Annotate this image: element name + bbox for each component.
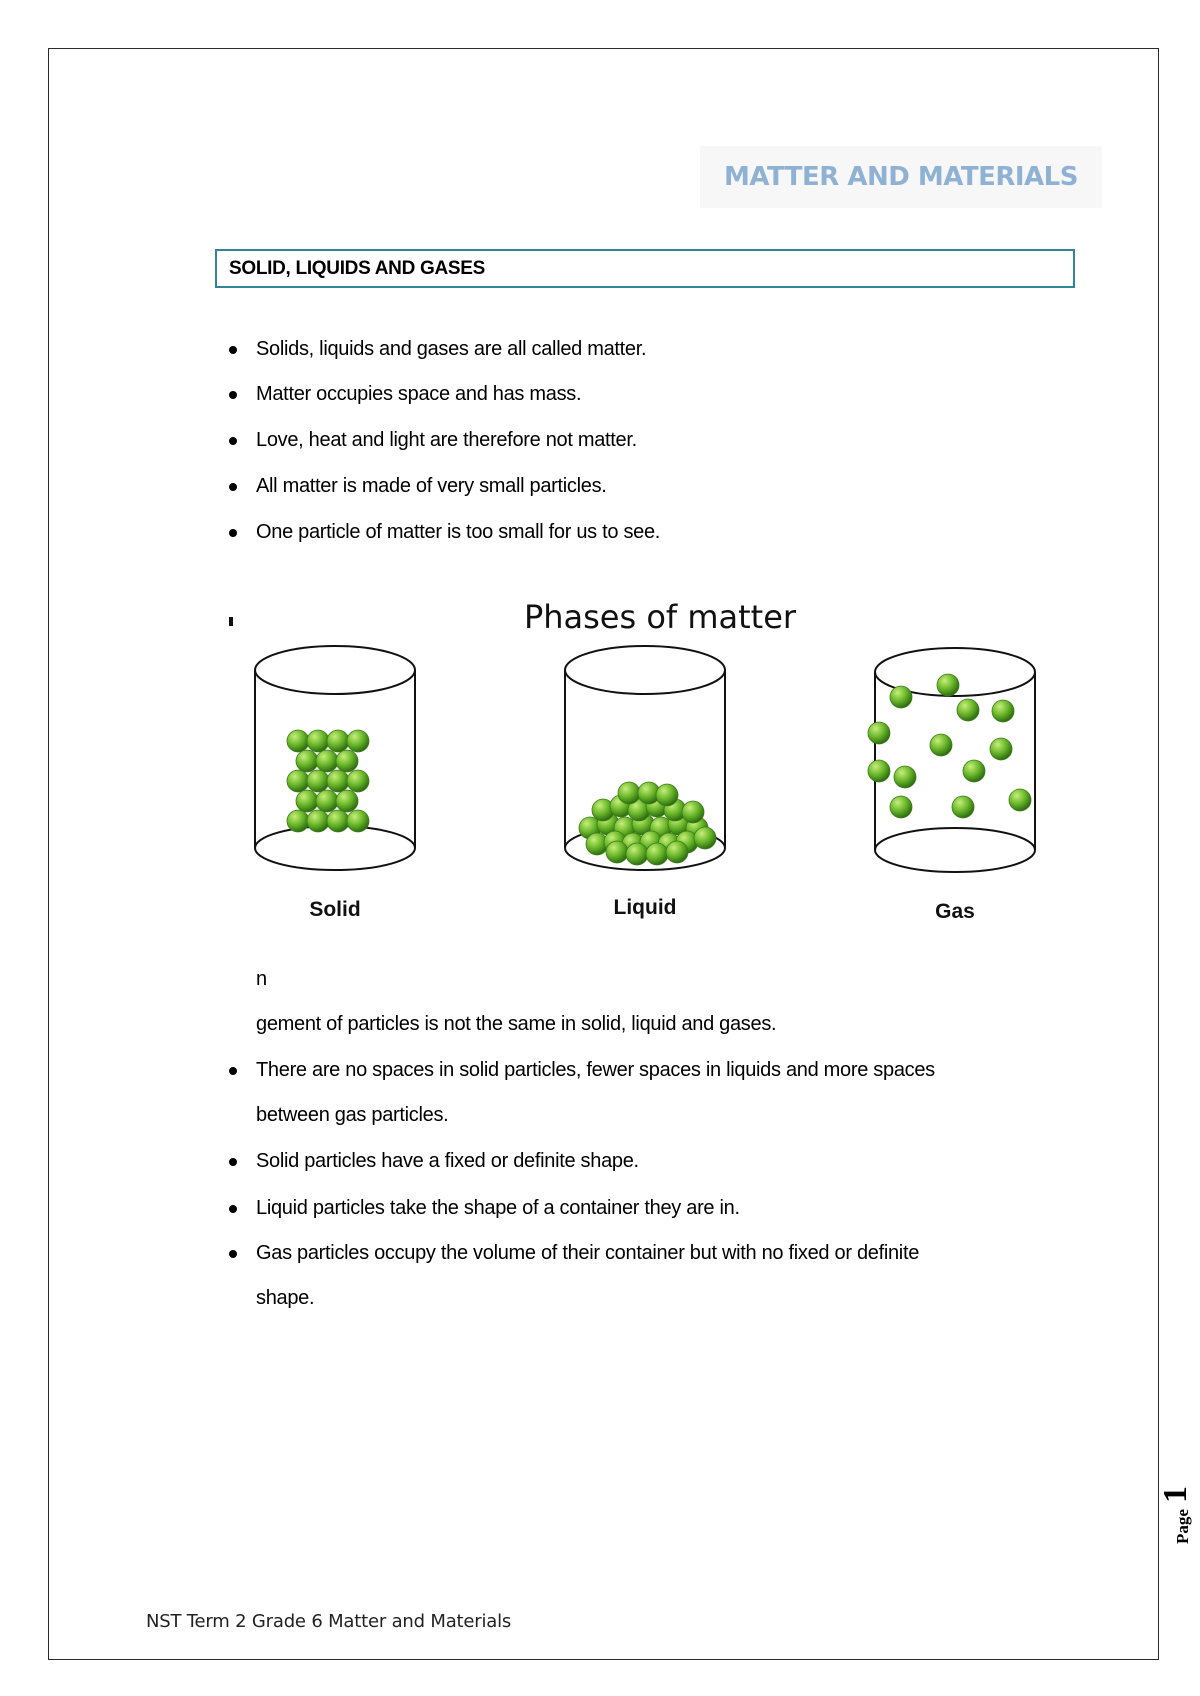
particle xyxy=(347,770,369,792)
particle xyxy=(287,730,309,752)
bullet-dot xyxy=(229,437,237,445)
phases-diagram xyxy=(225,588,1080,938)
particle xyxy=(296,790,318,812)
particle xyxy=(656,784,678,806)
document-title: MATTER AND MATERIALS xyxy=(700,146,1102,208)
cylinders-illustration xyxy=(225,588,1080,938)
section-heading: SOLID, LIQUIDS AND GASES xyxy=(215,249,1075,288)
particle xyxy=(307,730,329,752)
particle xyxy=(963,760,985,782)
particle xyxy=(347,730,369,752)
page-word: Page xyxy=(1173,1509,1192,1544)
bullet-text: Liquid particles take the shape of a container they are in. xyxy=(256,1197,740,1219)
page-value: 1 xyxy=(1157,1486,1194,1504)
bullet-dot xyxy=(229,1158,237,1166)
stray-text: n xyxy=(256,968,268,990)
bullet-dot xyxy=(229,529,237,537)
bullet-text-continued: between gas particles. xyxy=(256,1104,449,1126)
particle xyxy=(316,750,338,772)
particle xyxy=(1009,789,1031,811)
footer-text: NST Term 2 Grade 6 Matter and Materials xyxy=(146,1611,512,1632)
particle xyxy=(287,810,309,832)
particle xyxy=(890,796,912,818)
bullet-text: Love, heat and light are therefore not matter. xyxy=(256,429,637,451)
solid-particles xyxy=(287,730,369,832)
particle xyxy=(992,700,1014,722)
particle xyxy=(327,810,349,832)
particle xyxy=(890,686,912,708)
page-number xyxy=(1103,1485,1193,1545)
particle xyxy=(626,843,648,865)
particle xyxy=(990,738,1012,760)
solid-label: Solid xyxy=(309,898,361,921)
particle xyxy=(316,790,338,812)
particle xyxy=(682,801,704,823)
bullet-text-continued: shape. xyxy=(256,1287,315,1309)
bullet-text: Solid particles have a fixed or definite shape. xyxy=(256,1150,639,1172)
particle xyxy=(327,770,349,792)
liquid-cylinder xyxy=(565,646,725,870)
particle xyxy=(287,770,309,792)
particle xyxy=(937,674,959,696)
particle xyxy=(868,722,890,744)
bullet-text: There are no spaces in solid particles, fewer spaces in liquids and more spaces xyxy=(256,1059,935,1081)
bullet-dot xyxy=(229,483,237,491)
gas-cylinder xyxy=(868,648,1035,872)
particle xyxy=(336,790,358,812)
liquid-label: Liquid xyxy=(613,896,677,919)
particle xyxy=(327,730,349,752)
particle xyxy=(694,827,716,849)
particle xyxy=(646,843,668,865)
particle xyxy=(894,766,916,788)
particle xyxy=(307,810,329,832)
bullet-text: One particle of matter is too small for us to see. xyxy=(256,521,661,543)
particle xyxy=(296,750,318,772)
gas-label: Gas xyxy=(935,900,975,923)
particle xyxy=(606,841,628,863)
bullet-dot xyxy=(229,1205,237,1213)
particle xyxy=(957,699,979,721)
bullet-dot xyxy=(229,1250,237,1258)
bullet-text: Solids, liquids and gases are all called matter. xyxy=(256,338,647,360)
particle xyxy=(307,770,329,792)
particle xyxy=(930,734,952,756)
particle xyxy=(347,810,369,832)
gas-particles xyxy=(868,674,1031,818)
bullet-text: All matter is made of very small particles. xyxy=(256,475,607,497)
diagram-title: Phases of matter xyxy=(523,598,797,636)
bullet-dot xyxy=(229,1067,237,1075)
particle xyxy=(952,796,974,818)
particle xyxy=(868,760,890,782)
particle xyxy=(336,750,358,772)
bullet-dot xyxy=(229,391,237,399)
solid-cylinder xyxy=(255,646,415,870)
bullet-dot xyxy=(229,346,237,354)
bullet-text: Gas particles occupy the volume of their container but with no fixed or definite xyxy=(256,1242,920,1264)
fragment-line: gement of particles is not the same in solid, liquid and gases. xyxy=(256,1013,777,1035)
particle xyxy=(618,782,640,804)
bullet-text: Matter occupies space and has mass. xyxy=(256,383,582,405)
particle xyxy=(666,841,688,863)
